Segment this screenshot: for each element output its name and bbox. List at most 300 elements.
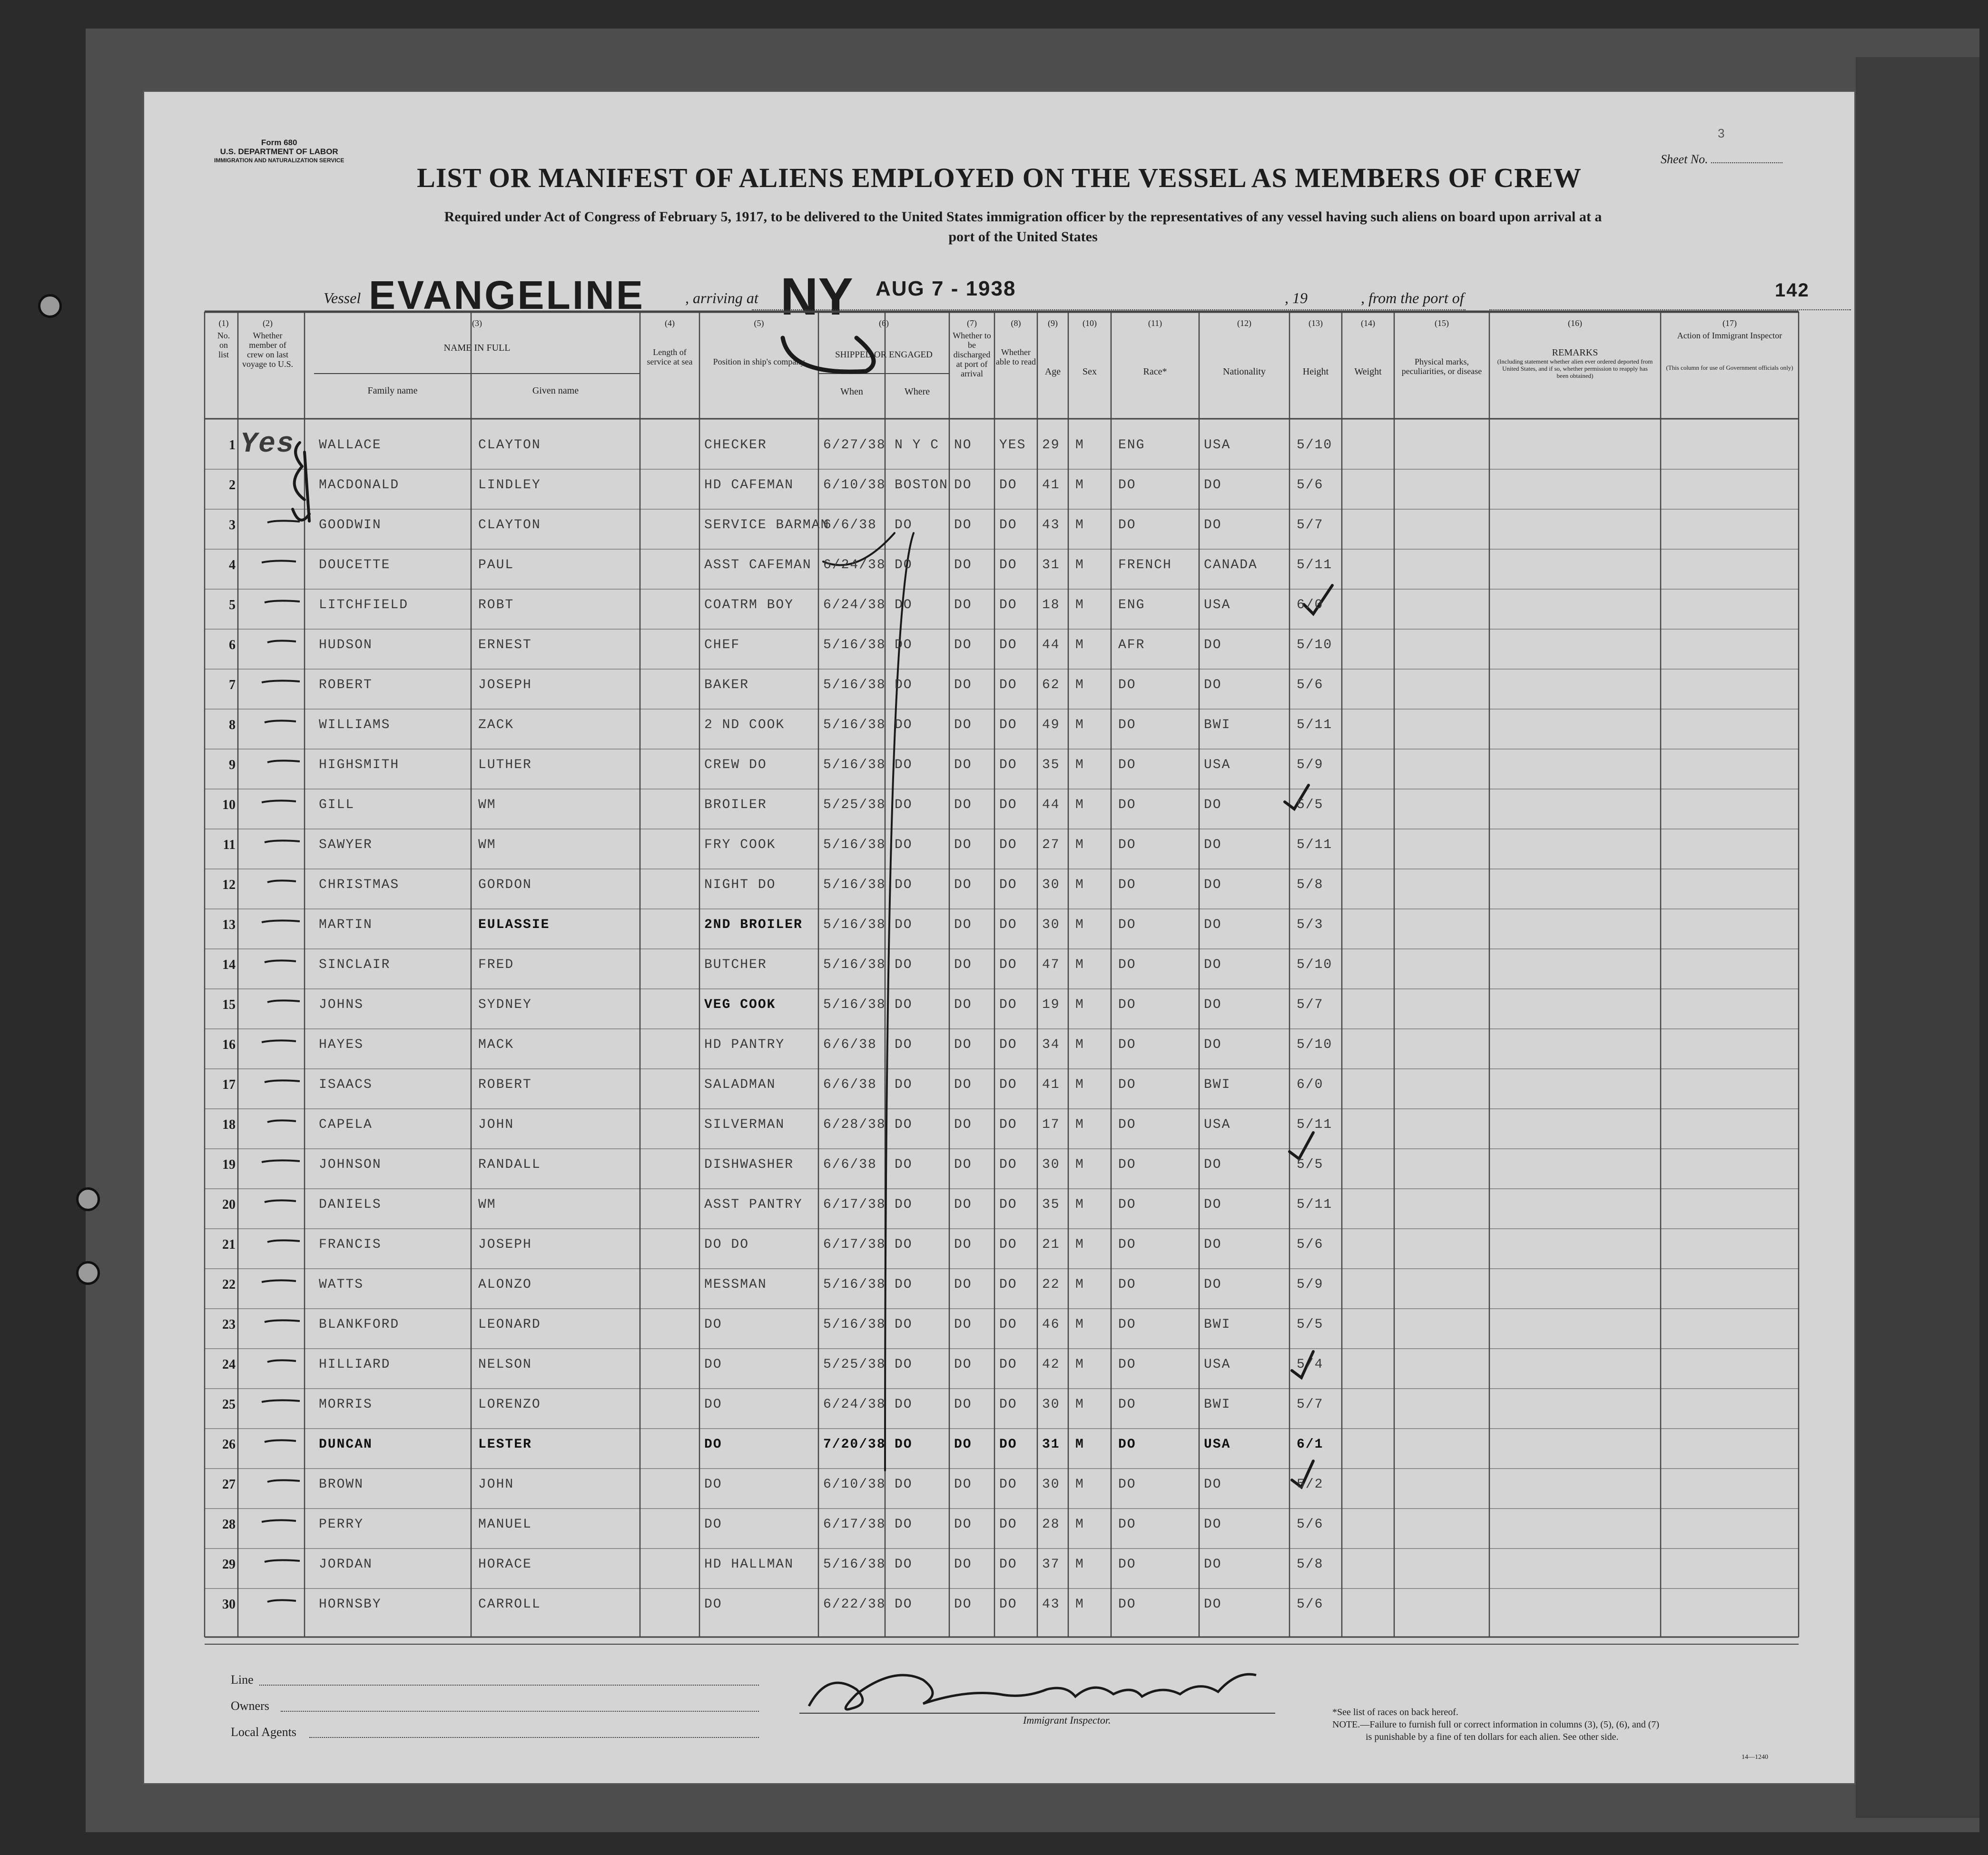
shipped-when-cell: 6/17/38 — [823, 1517, 886, 1532]
age-cell: 44 — [1042, 638, 1060, 652]
shipped-when-cell: 6/28/38 — [823, 1117, 886, 1132]
given-name-cell: CARROLL — [478, 1597, 541, 1612]
sex-cell: M — [1075, 798, 1084, 812]
sex-cell: M — [1075, 1197, 1084, 1212]
row-dash-mark — [267, 1000, 300, 1002]
col-11-num: (11) — [1148, 318, 1162, 328]
sex-cell: M — [1075, 1317, 1084, 1332]
shipped-when-cell: 6/10/38 — [823, 478, 886, 493]
row-number-cell: 30 — [222, 1597, 236, 1612]
able-to-read-cell: DO — [999, 1317, 1017, 1332]
height-cell: 5/7 — [1297, 518, 1324, 533]
sex-cell: M — [1075, 758, 1084, 772]
height-cell: 5/9 — [1297, 758, 1324, 772]
shipped-when-cell: 5/16/38 — [823, 678, 886, 692]
sex-cell: M — [1075, 1437, 1084, 1452]
sex-cell: M — [1075, 558, 1084, 572]
year-label: , 19 — [1285, 289, 1308, 306]
height-cell: 5/5 — [1297, 1157, 1324, 1172]
height-cell: 5/6 — [1297, 1237, 1324, 1252]
race-cell: DO — [1118, 1117, 1136, 1132]
col-11-label: Race* — [1143, 366, 1167, 377]
family-name-cell: CAPELA — [319, 1117, 373, 1132]
row-number-cell: 10 — [222, 798, 236, 812]
shipped-when-cell: 6/17/38 — [823, 1197, 886, 1212]
footnote-races: *See list of races on back hereof. — [1332, 1707, 1458, 1717]
nationality-cell: DO — [1204, 1037, 1222, 1052]
col-6-label: SHIPPED OR ENGAGED — [835, 350, 933, 360]
col-16-num: (16) — [1568, 318, 1582, 328]
col-12-label: Nationality — [1223, 366, 1266, 377]
position-cell: HD HALLMAN — [704, 1557, 794, 1572]
row-dash-mark — [265, 1560, 300, 1562]
shipped-where-cell: DO — [895, 918, 913, 932]
race-cell: DO — [1118, 957, 1136, 972]
height-cell: 5/11 — [1297, 1117, 1333, 1132]
shipped-when-cell: 5/16/38 — [823, 1317, 886, 1332]
position-cell: FRY COOK — [704, 838, 776, 852]
race-cell: DO — [1118, 997, 1136, 1012]
shipped-where-cell: DO — [895, 1197, 913, 1212]
binder-ring — [76, 1261, 100, 1285]
position-cell: HD CAFEMAN — [704, 478, 794, 493]
age-cell: 41 — [1042, 478, 1060, 493]
from-port-label: , from the port of — [1361, 289, 1464, 306]
footer-owners-field[interactable] — [281, 1711, 759, 1712]
col-5-label: Position in ship's company — [713, 357, 805, 366]
height-cell: 5/6 — [1297, 1597, 1324, 1612]
family-name-cell: DANIELS — [319, 1197, 382, 1212]
nationality-cell: BWI — [1204, 1397, 1231, 1412]
shipped-when-cell: 6/24/38 — [823, 1397, 886, 1412]
row-dash-mark — [262, 1400, 300, 1402]
able-to-read-cell: DO — [999, 997, 1017, 1012]
sex-cell: M — [1075, 1357, 1084, 1372]
nationality-cell: DO — [1204, 1557, 1222, 1572]
shipped-where-cell: DO — [895, 758, 913, 772]
shipped-where-cell: DO — [895, 878, 913, 892]
corner-number: 3 — [1718, 126, 1725, 140]
family-name-cell: BLANKFORD — [319, 1317, 400, 1332]
vessel-label: Vessel — [324, 289, 361, 306]
col-15-num: (15) — [1435, 318, 1449, 328]
age-cell: 49 — [1042, 718, 1060, 732]
sex-cell: M — [1075, 438, 1084, 453]
row-number-cell: 23 — [222, 1317, 236, 1332]
footer-owners-label: Owners — [231, 1699, 269, 1713]
row-dash-mark — [267, 641, 296, 642]
row-dash-mark — [262, 1040, 296, 1042]
shipped-where-cell: DO — [895, 558, 913, 572]
row-dash-mark — [265, 601, 300, 602]
col-3-given: Given name — [532, 385, 579, 396]
sex-cell: M — [1075, 478, 1084, 493]
nationality-cell: BWI — [1204, 1317, 1231, 1332]
height-cell: 5/11 — [1297, 718, 1333, 732]
sex-cell: M — [1075, 598, 1084, 612]
nationality-cell: DO — [1204, 1597, 1222, 1612]
sex-cell: M — [1075, 957, 1084, 972]
race-cell: DO — [1118, 1317, 1136, 1332]
row-number-cell: 8 — [229, 718, 236, 732]
race-cell: DO — [1118, 838, 1136, 852]
given-name-cell: PAUL — [478, 558, 514, 572]
nationality-cell: DO — [1204, 1237, 1222, 1252]
discharged-cell: DO — [954, 1477, 972, 1492]
shipped-when-cell: 6/6/38 — [823, 1077, 877, 1092]
footnote-block — [1332, 1706, 1808, 1743]
shipped-when-cell: 5/16/38 — [823, 638, 886, 652]
age-cell: 35 — [1042, 1197, 1060, 1212]
height-cell: 5/11 — [1297, 1197, 1333, 1212]
able-to-read-cell: DO — [999, 638, 1017, 652]
discharged-cell: DO — [954, 718, 972, 732]
age-cell: 37 — [1042, 1557, 1060, 1572]
discharged-cell: DO — [954, 1117, 972, 1132]
height-cell: 5/7 — [1297, 1397, 1324, 1412]
given-name-cell: RANDALL — [478, 1157, 541, 1172]
nationality-cell: DO — [1204, 1517, 1222, 1532]
col-9-label: Age — [1044, 366, 1061, 377]
backing-sheet-edge — [1856, 57, 1979, 1818]
family-name-cell: ISAACS — [319, 1077, 373, 1092]
discharged-cell: DO — [954, 997, 972, 1012]
race-cell: DO — [1118, 1077, 1136, 1092]
given-name-cell: CLAYTON — [478, 518, 541, 533]
row-dash-mark — [267, 1120, 296, 1122]
sex-cell: M — [1075, 1277, 1084, 1292]
row-dash-mark — [262, 800, 296, 802]
height-cell: 5/6 — [1297, 478, 1324, 493]
shipped-where-cell: DO — [895, 1237, 913, 1252]
nationality-cell: DO — [1204, 478, 1222, 493]
able-to-read-cell: DO — [999, 1157, 1017, 1172]
discharged-cell: DO — [954, 1357, 972, 1372]
arriving-label: , arriving at — [685, 289, 758, 306]
sex-cell: M — [1075, 1517, 1084, 1532]
age-cell: 21 — [1042, 1237, 1060, 1252]
row-number-cell: 20 — [222, 1197, 236, 1212]
shipped-when-cell: 5/16/38 — [823, 1557, 886, 1572]
row-number-cell: 17 — [222, 1077, 236, 1092]
col-10-label: Sex — [1083, 366, 1097, 377]
col-3-label: NAME IN FULL — [443, 343, 511, 353]
position-cell: DO — [704, 1397, 722, 1412]
row-number-cell: 21 — [222, 1237, 236, 1252]
col-2-label: Whether member of crew on last voyage to U.S. — [242, 331, 293, 369]
shipped-where-cell: DO — [895, 638, 913, 652]
age-cell: 29 — [1042, 438, 1060, 453]
height-cell: 5/5 — [1297, 1317, 1324, 1332]
shipped-where-cell: DO — [895, 1317, 913, 1332]
col-7-label: Whether to be discharged at port of arrival — [953, 331, 991, 378]
discharged-cell: DO — [954, 1597, 972, 1612]
shipped-where-cell: BOSTON — [895, 478, 948, 493]
family-name-cell: HAYES — [319, 1037, 364, 1052]
able-to-read-cell: DO — [999, 1197, 1017, 1212]
height-cell: 6/1 — [1297, 1437, 1324, 1452]
col-17-sub: (This column for use of Government officials only) — [1666, 364, 1793, 371]
race-cell: DO — [1118, 798, 1136, 812]
shipped-where-cell: DO — [895, 1157, 913, 1172]
family-name-cell: HILLIARD — [319, 1357, 391, 1372]
footer-agents-label: Local Agents — [231, 1725, 296, 1739]
department-name: U.S. DEPARTMENT OF LABOR — [220, 147, 338, 156]
shipped-when-cell: 6/6/38 — [823, 1037, 877, 1052]
family-name-cell: WALLACE — [319, 438, 382, 453]
col-13-num: (13) — [1309, 318, 1323, 328]
shipped-where-cell: DO — [895, 1037, 913, 1052]
row-number-cell: 12 — [222, 878, 236, 892]
shipped-when-cell: 5/16/38 — [823, 878, 886, 892]
row-number-cell: 19 — [222, 1157, 236, 1172]
age-cell: 18 — [1042, 598, 1060, 612]
given-name-cell: WM — [478, 798, 496, 812]
binder-ring — [76, 1187, 100, 1211]
discharged-cell: DO — [954, 1557, 972, 1572]
nationality-cell: DO — [1204, 638, 1222, 652]
shipped-where-cell: DO — [895, 1117, 913, 1132]
nationality-cell: USA — [1204, 1437, 1231, 1452]
arriving-port[interactable]: NY — [780, 267, 853, 326]
position-cell: ASST PANTRY — [704, 1197, 803, 1212]
footer-agents-field[interactable] — [309, 1737, 759, 1738]
given-name-cell: HORACE — [478, 1557, 532, 1572]
nationality-cell: DO — [1204, 997, 1222, 1012]
race-cell: DO — [1118, 1517, 1136, 1532]
last-voyage-cell: Yes — [240, 428, 295, 461]
race-cell: DO — [1118, 1557, 1136, 1572]
row-dash-mark — [262, 920, 300, 922]
age-cell: 30 — [1042, 878, 1060, 892]
given-name-cell: MACK — [478, 1037, 514, 1052]
nationality-cell: DO — [1204, 878, 1222, 892]
height-cell: 5/6 — [1297, 1517, 1324, 1532]
age-cell: 30 — [1042, 1397, 1060, 1412]
discharged-cell: DO — [954, 957, 972, 972]
race-cell: DO — [1118, 478, 1136, 493]
shipped-where-cell: DO — [895, 838, 913, 852]
age-cell: 27 — [1042, 838, 1060, 852]
height-cell: 5/2 — [1297, 1477, 1324, 1492]
col-14-label: Weight — [1354, 366, 1382, 377]
given-name-cell: LORENZO — [478, 1397, 541, 1412]
sex-cell: M — [1075, 1397, 1084, 1412]
given-name-cell: ALONZO — [478, 1277, 532, 1292]
position-cell: DO — [704, 1317, 722, 1332]
height-cell: 5/10 — [1297, 438, 1333, 453]
sex-cell: M — [1075, 1557, 1084, 1572]
sex-cell: M — [1075, 1237, 1084, 1252]
col-8-label: Whether able to read — [996, 347, 1036, 366]
discharged-cell: DO — [954, 1077, 972, 1092]
row-dash-mark — [265, 840, 300, 842]
shipped-when-cell: 5/25/38 — [823, 1357, 886, 1372]
sex-cell: M — [1075, 878, 1084, 892]
given-name-cell: LUTHER — [478, 758, 532, 772]
position-cell: DO DO — [704, 1237, 749, 1252]
position-cell: VEG COOK — [704, 997, 776, 1012]
height-cell: 5/10 — [1297, 957, 1333, 972]
age-cell: 31 — [1042, 558, 1060, 572]
row-number-cell: 9 — [229, 758, 236, 772]
position-cell: BROILER — [704, 798, 767, 812]
age-cell: 44 — [1042, 798, 1060, 812]
family-name-cell: SINCLAIR — [319, 957, 391, 972]
able-to-read-cell: YES — [999, 438, 1026, 453]
given-name-cell: WM — [478, 838, 496, 852]
shipped-when-cell: 5/16/38 — [823, 918, 886, 932]
nationality-cell: DO — [1204, 1277, 1222, 1292]
family-name-cell: GILL — [319, 798, 355, 812]
family-name-cell: MARTIN — [319, 918, 373, 932]
height-cell: 5/11 — [1297, 558, 1333, 572]
able-to-read-cell: DO — [999, 758, 1017, 772]
position-cell: NIGHT DO — [704, 878, 776, 892]
family-name-cell: BROWN — [319, 1477, 364, 1492]
col-16-sub: (Including statement whether alien ever ordered deported from United States, and if so, whether permission to reapply has been obtained) — [1497, 358, 1653, 379]
row-dash-mark — [262, 681, 300, 682]
discharged-cell: DO — [954, 478, 972, 493]
given-name-cell: ROBERT — [478, 1077, 532, 1092]
discharged-cell: DO — [954, 638, 972, 652]
given-name-cell: MANUEL — [478, 1517, 532, 1532]
family-name-cell: JOHNSON — [319, 1157, 382, 1172]
row-number-cell: 4 — [229, 558, 236, 572]
height-cell: 5/8 — [1297, 1557, 1324, 1572]
shipped-where-cell: DO — [895, 1557, 913, 1572]
handwritten-check-marks — [293, 338, 1332, 1487]
nationality-cell: DO — [1204, 957, 1222, 972]
col-1-num: (1) — [218, 318, 229, 328]
age-cell: 17 — [1042, 1117, 1060, 1132]
row-dash-mark — [267, 1600, 296, 1602]
sex-cell: M — [1075, 718, 1084, 732]
race-cell: DO — [1118, 1597, 1136, 1612]
position-cell: CHEF — [704, 638, 740, 652]
sex-cell: M — [1075, 1597, 1084, 1612]
discharged-cell: DO — [954, 798, 972, 812]
nationality-cell: BWI — [1204, 1077, 1231, 1092]
row-number-cell: 6 — [229, 638, 236, 652]
vessel-name[interactable]: EVANGELINE — [369, 273, 645, 317]
shipped-where-cell: DO — [895, 518, 913, 533]
able-to-read-cell: DO — [999, 838, 1017, 852]
position-cell: HD PANTRY — [704, 1037, 785, 1052]
position-cell: CREW DO — [704, 758, 767, 772]
shipped-where-cell: DO — [895, 598, 913, 612]
binder-ring — [38, 294, 62, 318]
given-name-cell: GORDON — [478, 878, 532, 892]
row-number-cell: 27 — [222, 1477, 236, 1492]
height-cell: 5/5 — [1297, 798, 1324, 812]
position-cell: BAKER — [704, 678, 749, 692]
family-name-cell: CHRISTMAS — [319, 878, 400, 892]
shipped-when-cell: 6/17/38 — [823, 1237, 886, 1252]
col-17-label: Action of Immigrant Inspector — [1677, 331, 1782, 340]
position-cell: DO — [704, 1477, 722, 1492]
nationality-cell: DO — [1204, 798, 1222, 812]
height-cell: 5/8 — [1297, 878, 1324, 892]
position-cell: MESSMAN — [704, 1277, 767, 1292]
race-cell: DO — [1118, 718, 1136, 732]
height-cell: 5/9 — [1297, 1277, 1324, 1292]
row-number-cell: 18 — [222, 1117, 236, 1132]
discharged-cell: DO — [954, 1517, 972, 1532]
shipped-when-cell: 6/6/38 — [823, 1157, 877, 1172]
sex-cell: M — [1075, 1477, 1084, 1492]
race-cell: DO — [1118, 918, 1136, 932]
able-to-read-cell: DO — [999, 518, 1017, 533]
height-cell: 5/11 — [1297, 838, 1333, 852]
shipped-when-cell: 6/24/38 — [823, 598, 886, 612]
race-cell: ENG — [1118, 438, 1145, 453]
shipped-where-cell: DO — [895, 798, 913, 812]
shipped-where-cell: DO — [895, 1477, 913, 1492]
able-to-read-cell: DO — [999, 957, 1017, 972]
age-cell: 43 — [1042, 1597, 1060, 1612]
col-3-num: (3) — [472, 318, 482, 328]
race-cell: DO — [1118, 878, 1136, 892]
row-number-cell: 26 — [222, 1437, 236, 1452]
age-cell: 34 — [1042, 1037, 1060, 1052]
service-name: IMMIGRATION AND NATURALIZATION SERVICE — [214, 157, 344, 164]
family-name-cell: ROBERT — [319, 678, 373, 692]
row-dash-mark — [267, 521, 300, 523]
family-name-cell: DUNCAN — [319, 1437, 373, 1452]
row-dash-mark — [265, 720, 296, 722]
shipped-where-cell: DO — [895, 1517, 913, 1532]
row-dash-mark — [265, 1440, 296, 1442]
row-dash-mark — [267, 1240, 300, 1242]
shipped-where-cell: DO — [895, 718, 913, 732]
height-cell: 5/10 — [1297, 638, 1333, 652]
footer-line-field[interactable] — [259, 1685, 759, 1686]
height-cell: 5/10 — [1297, 1037, 1333, 1052]
sex-cell: M — [1075, 1077, 1084, 1092]
race-cell: DO — [1118, 518, 1136, 533]
age-cell: 62 — [1042, 678, 1060, 692]
nationality-cell: USA — [1204, 1357, 1231, 1372]
discharged-cell: DO — [954, 1237, 972, 1252]
nationality-cell: DO — [1204, 518, 1222, 533]
family-name-cell: FRANCIS — [319, 1237, 382, 1252]
nationality-cell: DO — [1204, 1157, 1222, 1172]
discharged-cell: DO — [954, 1037, 972, 1052]
race-cell: DO — [1118, 1277, 1136, 1292]
sex-cell: M — [1075, 838, 1084, 852]
age-cell: 31 — [1042, 1437, 1060, 1452]
given-name-cell: LEONARD — [478, 1317, 541, 1332]
shipped-where-cell: DO — [895, 1597, 913, 1612]
height-cell: 5/3 — [1297, 918, 1324, 932]
able-to-read-cell: DO — [999, 1597, 1017, 1612]
shipped-when-cell: 6/6/38 — [823, 518, 877, 533]
given-name-cell: JOSEPH — [478, 1237, 532, 1252]
family-name-cell: JOHNS — [319, 997, 364, 1012]
row-dash-mark — [265, 1320, 300, 1322]
race-cell: DO — [1118, 1037, 1136, 1052]
able-to-read-cell: DO — [999, 1557, 1017, 1572]
nationality-cell: USA — [1204, 438, 1231, 453]
given-name-cell: CLAYTON — [478, 438, 541, 453]
discharged-cell: DO — [954, 918, 972, 932]
age-cell: 30 — [1042, 918, 1060, 932]
race-cell: DO — [1118, 758, 1136, 772]
family-name-cell: PERRY — [319, 1517, 364, 1532]
shipped-where-cell: DO — [895, 1077, 913, 1092]
sex-cell: M — [1075, 1157, 1084, 1172]
